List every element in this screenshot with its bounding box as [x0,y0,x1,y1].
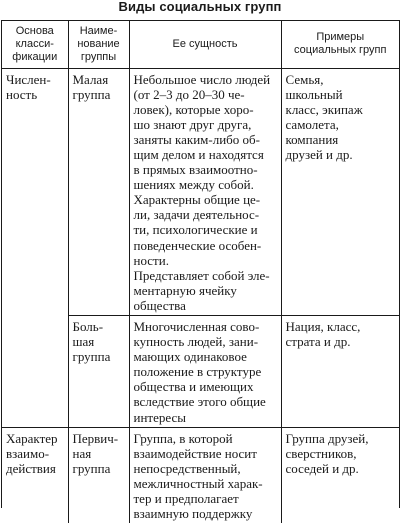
social-groups-table-frame [1,20,400,522]
cell-essence: Многочисленная сово- купность людей, зани- мающих одинаковое положение в структуре общества и имеющих вследствие этого общие интересы [129,316,281,428]
cell-name: Малая группа [68,68,129,316]
table-row [2,68,399,316]
header-basis: Основа класси- фикации [2,21,68,68]
cell-name: Первич- ная группа [68,427,129,523]
header-name: Наиме- нование группы [68,21,129,68]
cell-essence: Небольшое число людей (от 2–3 до 20–30 че- ловек), которые хоро- шо знают друг друга, заняты каким-либо об- щим делом и находятся в прямых взаимоотно- шениях между собой. Характерны общие це- ли, задачи деятельнос- ти, психологические и поведенческие особен- ности. Представляет собой эле- ментарную ячейку общества [129,68,281,316]
cell-essence: Группа, в которой взаимодействие носит непосредственный, межличностный харак- тер и предполагает взаимную поддержку [129,427,281,523]
header-examples: Примеры социальных групп [281,21,399,68]
social-groups-table [2,21,399,523]
table-header-row [2,21,399,68]
cell-examples: Семья, школьный класс, экипаж самолета, компания друзей и др. [281,68,399,316]
cell-basis: Числен- ность [2,68,68,427]
document-title: Виды социальных групп [118,0,282,14]
cell-name: Боль- шая группа [68,316,129,428]
header-essence: Ее сущность [129,21,281,68]
cell-examples: Нация, класс, страта и др. [281,316,399,428]
cell-examples: Группа друзей, сверстников, соседей и др. [281,427,399,523]
cell-basis: Характер взаимо- действия [2,427,68,523]
